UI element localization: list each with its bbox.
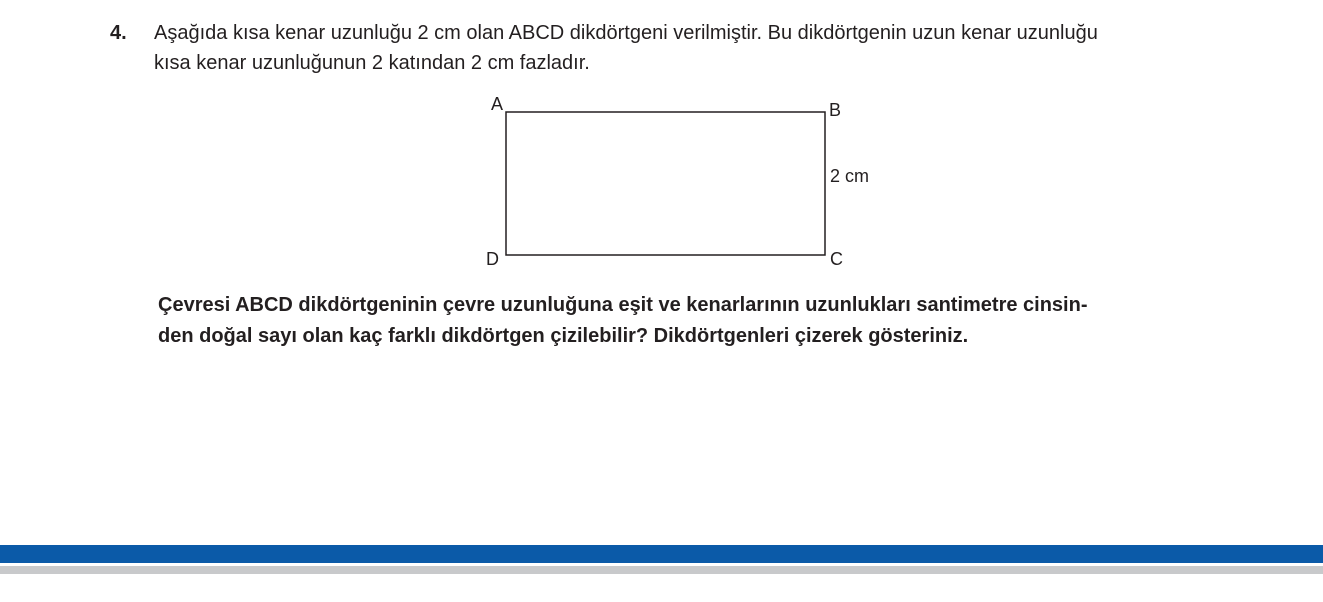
footer-blue-bar bbox=[0, 545, 1323, 563]
question-prompt-line-2: den doğal sayı olan kaç farklı dikdörtgen çizilebilir? Dikdörtgenleri çizerek gösteriniz. bbox=[158, 325, 969, 347]
vertex-label-d: D bbox=[486, 249, 499, 269]
question-text-line-1: Aşağıda kısa kenar uzunluğu 2 cm olan ABCD dikdörtgeni verilmiştir. Bu dikdörtgenin uzun kenar uzunluğu bbox=[154, 22, 1098, 44]
vertex-label-c: C bbox=[830, 249, 843, 269]
question-number: 4. bbox=[110, 22, 127, 44]
vertex-label-b: B bbox=[829, 100, 842, 120]
question-prompt-line-1: Çevresi ABCD dikdörtgeninin çevre uzunluğuna eşit ve kenarlarının uzunlukları santimetre cinsin- bbox=[158, 294, 1088, 316]
question-prompt bbox=[158, 290, 1258, 352]
question-text-line-2: kısa kenar uzunluğunun 2 katından 2 cm fazladır. bbox=[154, 52, 590, 74]
vertex-label-a: A bbox=[491, 94, 504, 114]
rectangle-abcd bbox=[506, 112, 825, 255]
footer-gray-bar bbox=[0, 566, 1323, 574]
side-length-label: 2 cm bbox=[830, 166, 870, 186]
